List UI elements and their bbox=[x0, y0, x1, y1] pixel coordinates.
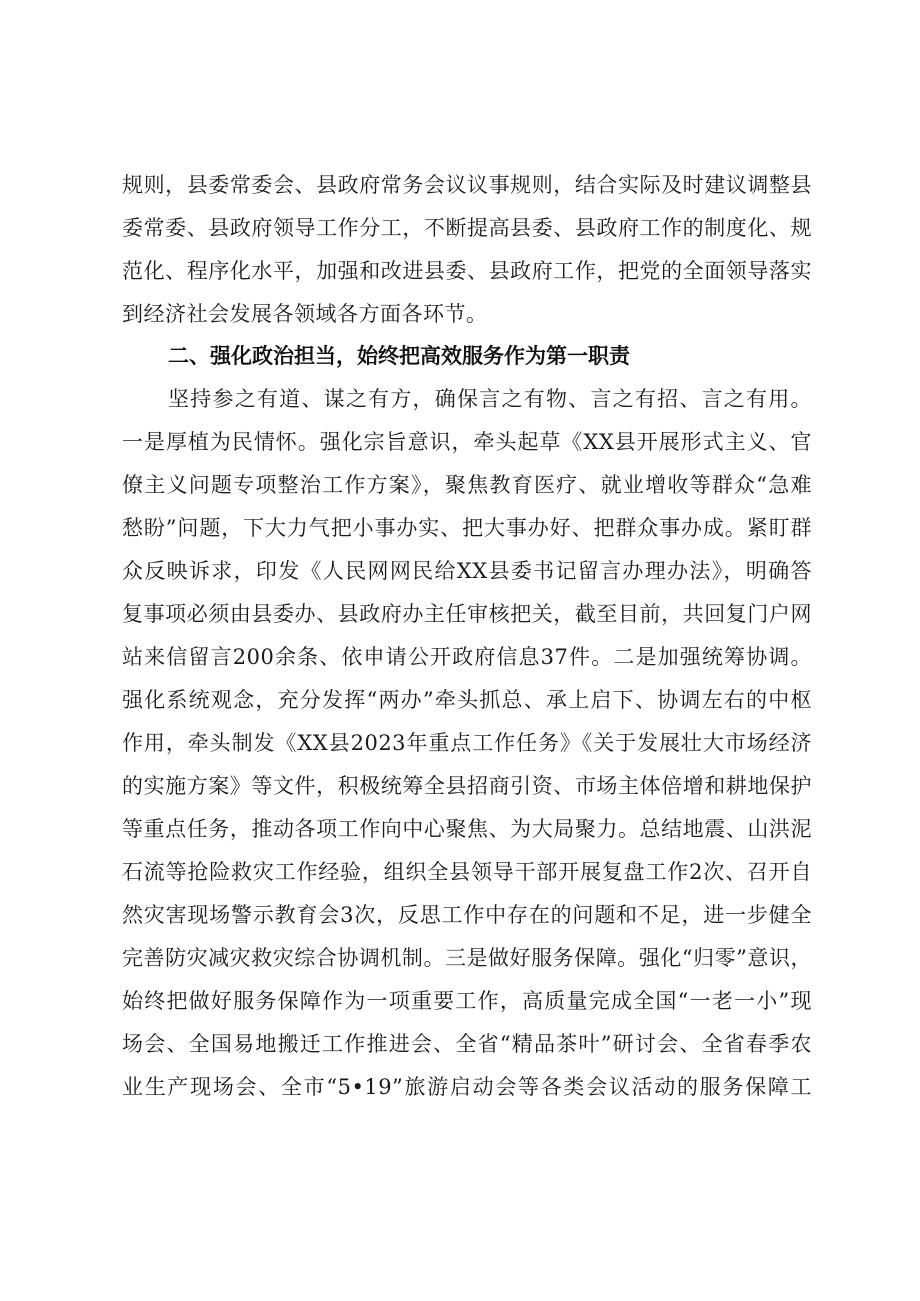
body-text-line: 范化、程序化水平，加强和改进县委、县政府工作，把党的全面领导落实 bbox=[122, 259, 812, 283]
section-heading: 二、强化政治担当，始终把高效服务作为第一职责 bbox=[168, 344, 630, 368]
body-text-line: 然灾害现场警示教育会3次，反思工作中存在的问题和不足，进一步健全 bbox=[122, 903, 812, 927]
body-text-line: 委常委、县政府领导工作分工，不断提高县委、县政府工作的制度化、规 bbox=[122, 216, 812, 240]
body-text-line: 场会、全国易地搬迁工作推进会、全省“精品茶叶”研讨会、全省春季农 bbox=[122, 1032, 812, 1056]
body-text-line: 作用，牵头制发《XX县2023年重点工作任务》《关于发展壮大市场经济 bbox=[122, 731, 812, 755]
body-text-line: 到经济社会发展各领域各方面各环节。 bbox=[122, 302, 488, 326]
body-text-line: 强化系统观念，充分发挥“两办”牵头抓总、承上启下、协调左右的中枢 bbox=[122, 688, 812, 712]
body-text-line: 复事项必须由县委办、县政府办主任审核把关，截至目前，共回复门户网 bbox=[122, 602, 812, 626]
body-text-line: 等重点任务，推动各项工作向中心聚焦、为大局聚力。总结地震、山洪泥 bbox=[122, 817, 812, 841]
body-text-line: 始终把做好服务保障作为一项重要工作，高质量完成全国“一老一小”现 bbox=[122, 989, 812, 1013]
body-text-line: 石流等抢险救灾工作经验，组织全县领导干部开展复盘工作2次、召开自 bbox=[122, 860, 812, 884]
body-text-line: 一是厚植为民情怀。强化宗旨意识，牵头起草《XX县开展形式主义、官 bbox=[122, 430, 812, 454]
body-text-line: 站来信留言200余条、依申请公开政府信息37件。二是加强统筹协调。 bbox=[122, 645, 812, 669]
body-text-line: 业生产现场会、全市“5•19”旅游启动会等各类会议活动的服务保障工 bbox=[122, 1075, 812, 1099]
body-text-line: 愁盼”问题，下大力气把小事办实、把大事办好、把群众事办成。紧盯群 bbox=[122, 516, 812, 540]
body-text-line: 规则，县委常委会、县政府常务会议议事规则，结合实际及时建议调整县 bbox=[122, 173, 812, 197]
body-text-line: 坚持参之有道、谋之有方，确保言之有物、言之有招、言之有用。 bbox=[168, 387, 812, 411]
body-text-line: 的实施方案》等文件，积极统筹全县招商引资、市场主体倍增和耕地保护 bbox=[122, 774, 812, 798]
body-text-line: 完善防灾减灾救灾综合协调机制。三是做好服务保障。强化“归零”意识， bbox=[122, 946, 812, 970]
body-text-line: 众反映诉求，印发《人民网网民给XX县委书记留言办理办法》，明确答 bbox=[122, 559, 812, 583]
body-text-line: 僚主义问题专项整治工作方案》，聚焦教育医疗、就业增收等群众“急难 bbox=[122, 473, 812, 497]
